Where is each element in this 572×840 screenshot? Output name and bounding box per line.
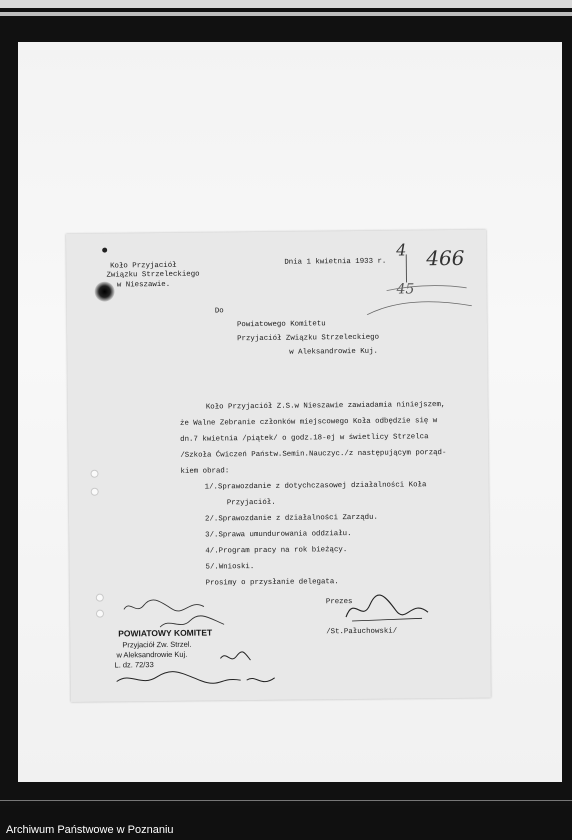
recipient-line: Powiatowego Komitetu [236, 320, 326, 330]
to-label: Do [214, 307, 224, 316]
archive-caption: Archiwum Państwowe w Poznaniu [6, 824, 174, 836]
recipient-line: Przyjaciół Związku Strzeleckiego [237, 333, 380, 344]
sender-line: Związku Strzeleckiego [106, 271, 200, 280]
punch-hole [96, 610, 104, 618]
agenda-item: 4/.Program pracy na rok bieżący. [205, 546, 348, 556]
pencil-number: 4 [396, 240, 407, 260]
punch-hole [90, 470, 98, 478]
agenda-item: 5/.Wnioski. [205, 563, 255, 572]
stamp-line: POWIATOWY KOMITET [118, 627, 213, 639]
agenda-item: 3/.Sprawa umundurowania oddziału. [205, 530, 352, 540]
body-line: dn.7 kwietnia /piątek/ o godz.18-ej w świetlicy Strzelca [180, 433, 429, 444]
film-frame-edge-inner [0, 12, 572, 16]
pencil-scribble [366, 240, 477, 315]
recipient-line: w Aleksandrowie Kuj. [289, 347, 378, 357]
film-frame-edge [0, 0, 572, 8]
archive-caption-bar [0, 806, 572, 840]
letter-date: Dnia 1 kwietnia 1933 r. [284, 257, 387, 267]
frame-divider [0, 800, 572, 801]
pencil-reference: 466 [426, 245, 465, 271]
agenda-item: 2/.Sprawozdanie z działalności Zarządu. [204, 513, 379, 524]
pencil-mark: 45 [396, 281, 415, 298]
stamp-line: w Aleksandrowie Kuj. [116, 649, 188, 660]
punch-hole [96, 594, 104, 602]
body-line: kiem obrad: [180, 467, 230, 476]
punch-hole [91, 488, 99, 496]
signature-title: Prezes [325, 598, 353, 607]
sender-line: w Nieszawie. [116, 280, 171, 290]
handwritten-date-note [110, 650, 280, 692]
handwritten-signature [342, 592, 432, 627]
agenda-item: Przyjaciół. [226, 498, 276, 508]
body-line: że Walne Zebranie członków miejscowego Koła odbędzie się w [179, 417, 438, 428]
signature-name: /St.Pałuchowski/ [326, 627, 398, 637]
ink-dot [102, 248, 107, 253]
agenda-item: 1/.Sprawozdanie z dotychczasowej działalności Koła [204, 481, 427, 492]
sender-line: Koło Przyjaciół [110, 261, 177, 271]
letter-document [66, 230, 491, 702]
body-line: /Szkoła Ćwiczeń Państw.Semin.Nauczyc./z następującym porząd- [180, 449, 447, 460]
sender-block [106, 261, 200, 290]
stamp-line: Przyjaciół Zw. Strzel. [122, 639, 192, 650]
stamp-line: L. dz. 72/33 [114, 660, 154, 670]
request-line: Prosimy o przysłanie delegata. [205, 578, 339, 588]
body-line: Koło Przyjaciół Z.S.w Nieszawie zawiadamia niniejszem, [205, 401, 446, 412]
